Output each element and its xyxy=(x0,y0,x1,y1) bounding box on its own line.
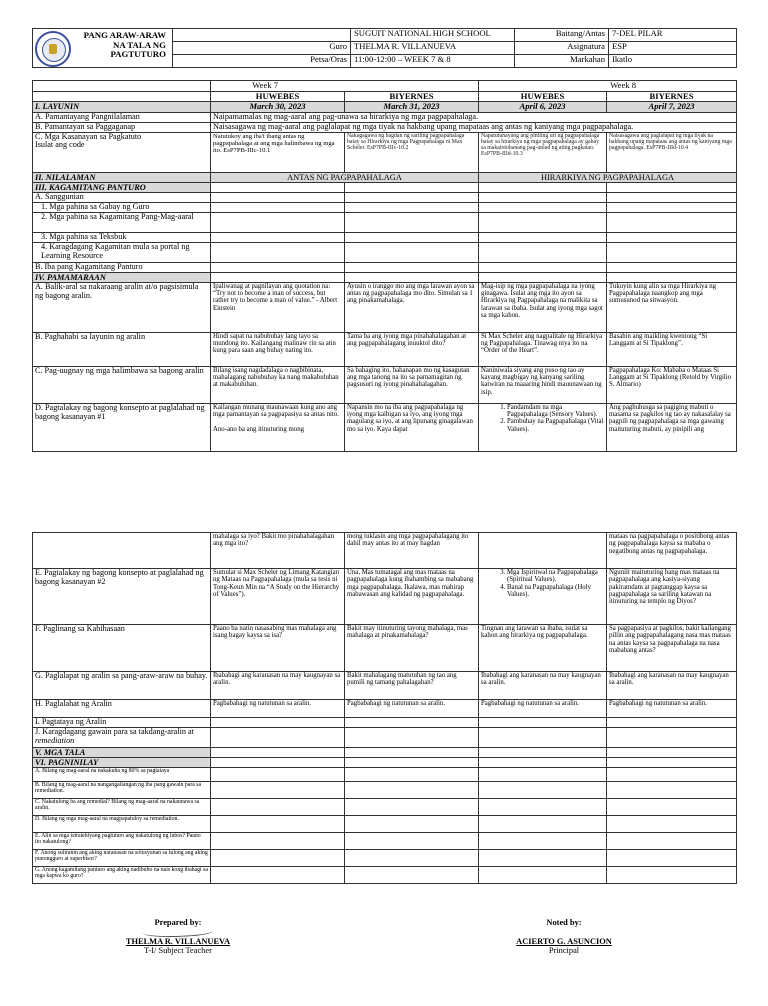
row-label: 4. Karagdagang Kagamitan mula sa portal ng Learning Resource xyxy=(33,242,211,262)
continued-cell xyxy=(479,533,607,569)
row-label: A. Sanggunian xyxy=(33,192,211,202)
school-name: SUGUIT NATIONAL HIGH SCHOOL xyxy=(351,29,515,42)
blank-cell xyxy=(345,799,479,816)
blank-cell xyxy=(479,182,607,192)
row-label: E. Pagtalakay ng bagong konsepto at paglalahad ng bagong kasanayan #2 xyxy=(33,569,211,625)
pag-uugnay-cell: Sa bahaging ito, hahanapan mo ng kasagutan ang mga tanong na ito sa pamamagitan ng pagsusuri ng iyong pinahahalagahan. xyxy=(345,366,479,403)
karagdagang-label: J. Karagdagang gawain para sa takdang-aralin at xyxy=(35,727,194,736)
kasanayan-cell: Nakagagawa ng hagdan ng sariling pagpapahalaga batay sa Hirarkiya ng mga Pagpapahalaga ni Max Scheler. EsP7PB-IIIc-10.2 xyxy=(345,132,479,172)
pagtalakay2-cell: Nguniit maituturing bang mas mataas na pagpapahalaga ang kasiya-siyang pakiramdam at pagtanggap kaysa sa pagpapahalaga sa sariling katawan na itinuturing na templo ng Diyos? xyxy=(607,569,737,625)
pagtalakay2-cell: Sumulat si Max Scheler ng Limang Katangian ng Mataas na Pagpapahalaga (mula sa tesis ni Tong-Keun Min na “A Study on the Hierarchy of Values”). xyxy=(211,569,345,625)
noted-by-label: Noted by: xyxy=(546,918,582,927)
blank-cell xyxy=(345,718,479,728)
petsa-label: Petsa/Oras xyxy=(173,55,351,68)
reflection-question: B. Bilang ng mag-aaral na nangangailangan ng iba pang gawain para sa remediation. xyxy=(33,782,211,799)
row-label: 2. Mga pahina sa Kagamitang Pang-Mag-aaral xyxy=(33,212,211,232)
date-header: April 7, 2023 xyxy=(607,102,737,112)
guro-label: Guro xyxy=(173,42,351,55)
paglalapat-cell: Ibabahagi ang karanasan na may kaugnayan sa aralin. xyxy=(607,672,737,700)
reflection-question: A. Bilang ng mag-aaral na nakakuha ng 80% sa pagtataya xyxy=(33,768,211,782)
blank-cell xyxy=(211,192,345,202)
pagtalakay2-cell: Una, Mas tumatagal ang mas mataas na pagpapahalaga kung ihahambing sa mababang mga pagpapahalaga. Ikalawa, mas mahirap mabawasan ang kalidad ng pagpapahalaga. xyxy=(345,569,479,625)
blank-cell xyxy=(607,768,737,782)
blank-cell xyxy=(607,182,737,192)
week-8-header: Week 8 xyxy=(479,81,737,92)
blank-cell xyxy=(479,202,607,212)
blank-cell xyxy=(345,758,479,768)
balik-aral-cell: Ayusin o iranggo mo ang mga larawan ayon sa antas ng pagpapahalaga mo dito. Simulan sa 1 ang pinakamahalaga. xyxy=(345,282,479,332)
blank-cell xyxy=(211,782,345,799)
pag-uugnay-cell: Naniniwala siyang ang puso ng tao ay kayang magbigay ng kanyang sariling katwiran na maaaring hindi mauunawaan ng isip. xyxy=(479,366,607,403)
pag-uugnay-cell: Pagpapahalaga Ko: Mababa o Mataas Si Langgam at Si Tipaklong (Retold by Virgilio S. Almario) xyxy=(607,366,737,403)
prepared-by-label: Prepared by: xyxy=(154,918,202,927)
blank-cell xyxy=(607,850,737,867)
blank-cell xyxy=(345,833,479,850)
markahan-value: Ikatlo xyxy=(609,55,737,68)
pagtalakay1-cell: Napansin mo na iba ang pagpapahalaga ng iyong mga kaibigan sa iyo, ang iyong mga magulang sa iyo, at ang lipunang ginagalawan mo sa iyo. Kaya dapat xyxy=(345,403,479,451)
blank-cell xyxy=(211,728,345,748)
blank-cell xyxy=(479,768,607,782)
kasanayan-cell: Naisasagawa ang paglalapat ng mga tiyak na hakbang upang mapataas ang antas ng kaniyang mga pagpapahalaga. EsP7PB-IIId-10.4 xyxy=(607,132,737,172)
continued-cell: mataas na pagpapahalaga o positibong antas ng pagpapahalaga kaysa sa mababa o negatibong antas ng pagpapahalaga. xyxy=(607,533,737,569)
blank-cell xyxy=(345,272,479,282)
continued-cell: mahalaga sa iyo? Bakit mo pinahahalagahan ang mga ito? xyxy=(211,533,345,569)
row-label: 1. Mga pahina sa Gabay ng Guro xyxy=(33,202,211,212)
blank-cell xyxy=(211,867,345,884)
nilalaman-week7: ANTAS NG PAGPAPAHALAGA xyxy=(211,172,479,182)
row-label: 3. Mga pahina sa Teksbuk xyxy=(33,232,211,242)
blank-cell xyxy=(479,758,607,768)
blank-cell xyxy=(607,799,737,816)
blank-cell xyxy=(345,192,479,202)
paglinang-cell: Bakit may itinuturing tayong mahalaga, mas mahalaga at pinakamahalaga? xyxy=(345,625,479,672)
pagtalakay2-cell xyxy=(479,569,607,625)
section-tala: V. MGA TALA xyxy=(33,748,211,758)
header-title xyxy=(72,31,172,60)
blank-cell xyxy=(607,718,737,728)
petsa-value: 11:00-12:00 – WEEK 7 & 8 xyxy=(351,55,515,68)
blank-cell xyxy=(211,748,345,758)
asignatura-value: ESP xyxy=(609,42,737,55)
signature-space xyxy=(494,927,634,937)
blank-cell xyxy=(607,272,737,282)
preparer-role: T-I/ Subject Teacher xyxy=(144,946,212,955)
row-label: C. Mga Kasanayan sa Pagkatuto Isulat ang code xyxy=(33,132,211,172)
blank-cell xyxy=(345,850,479,867)
blank-cell xyxy=(211,202,345,212)
blank-cell xyxy=(345,867,479,884)
blank-cell xyxy=(345,768,479,782)
row-label: G. Paglalapat ng aralin sa pang-araw-araw na buhay. xyxy=(33,672,211,700)
blank-cell xyxy=(479,728,607,748)
reflection-question: F. Anong suliranin ang aking naranasan na solusyunan sa tulong ang aking punongguro at superbisor? xyxy=(33,850,211,867)
blank-cell xyxy=(479,833,607,850)
section-pagninilay: VI. PAGNINILAY xyxy=(33,758,211,768)
blank-cell xyxy=(345,182,479,192)
paglinang-cell: Paano ba natin nasasabing mas mahalaga ang isang bagay kaysa sa isa? xyxy=(211,625,345,672)
blank-cell xyxy=(211,182,345,192)
row-label xyxy=(33,728,211,748)
baitang-label: Baitang/Antas xyxy=(515,29,609,42)
section-kagamitang: III. KAGAMITANG PANTURO xyxy=(33,182,211,192)
blank-cell xyxy=(211,833,345,850)
blank-cell xyxy=(345,262,479,272)
pagtalakay1-cell xyxy=(479,403,607,451)
list-item: 4. Banal na Pagpapahalaga (Holy Values). xyxy=(507,584,604,599)
blank-cell xyxy=(479,242,607,262)
pamantayan-sa-pagganap: Naisasagawa ng mag-aaral ang paglalapat ng mga tiyak na hakbang upang mapataas ang antas ng kaniyang mga pagpapahalaga. xyxy=(211,122,737,132)
kasanayan-cell: Natutukoy ang iba't ibang antas ng pagpapahalaga at ang mga halimbawa ng mga ito. EsP7PB-IIIc-10.1 xyxy=(211,132,345,172)
reflection-question: E. Alin sa mga istratehiyang pagtuturo ang nakatulong ng lubos? Paano ito nakatulong? xyxy=(33,833,211,850)
balik-aral-cell: Tukuyin kung alin sa mga Hirarkiya ng Pagpapahalaga naangkop ang mga sumusunod na sitwasyon. xyxy=(607,282,737,332)
row-label: B. Paghahabi sa layunin ng aralin xyxy=(33,332,211,366)
day-header: HUWEBES xyxy=(211,92,345,102)
day-header: HUWEBES xyxy=(479,92,607,102)
blank-cell xyxy=(607,242,737,262)
paglalahat-cell: Pagbabahagi ng natutunan sa aralin. xyxy=(479,700,607,718)
blank-cell xyxy=(345,232,479,242)
lesson-table-part2 xyxy=(32,532,737,884)
balik-aral-cell: Mag-isip ng mga pagpapahalaga na iyong ginagawa. Isulat ang mga ito ayon sa Hirarkiya ng Pagpapahalaga na malikita sa larawan sa ibaba. Isulat ang iyong mga sagot sa mga kahon. xyxy=(479,282,607,332)
value-list xyxy=(481,404,604,433)
paglalapat-cell: Ibabahagi ang karanasan na may kaugnayan sa aralin. xyxy=(479,672,607,700)
paghahabi-cell: Basahin ang maikling kwentong “Si Langgam at Si Tipaklong”. xyxy=(607,332,737,366)
pagtalakay1-cell: Kailangan munang maunawaan kung ano ang mga pamantayan sa pagpapasiya sa antas nito. Ano-ano ba ang itinuturing mong xyxy=(211,403,345,451)
paglalapat-cell: Ibabahagi ang karanasan na may kaugnayan sa aralin. xyxy=(211,672,345,700)
blank-cell xyxy=(211,850,345,867)
paglalapat-cell: Bakit mahalagang matutuhan ng tao ang pumili ng tamang pahalagahan? xyxy=(345,672,479,700)
date-header: March 30, 2023 xyxy=(211,102,345,112)
row-label: A. Balik-aral sa nakaraang aralin at/o pagsisimula ng bagong aralin. xyxy=(33,282,211,332)
paglinang-cell: Sa pagpapasiya at pagkilos, bakit kailangang piliin ang pagpapahalagang nasa mas mataas na antas kaysa sa pagpapahalaga na nasa mababang antas? xyxy=(607,625,737,672)
blank-cell xyxy=(607,212,737,232)
blank-cell xyxy=(607,782,737,799)
nilalaman-week8: HIRARKIYA NG PAGPAPAHALAGA xyxy=(479,172,737,182)
row-label: B. Pamantayan sa Paggaganap xyxy=(33,122,211,132)
row-label: I. Pagtataya ng Aralin xyxy=(33,718,211,728)
paghahabi-cell: Si Max Scheler ang nagpalitale ng Hirarkiya ng Pagpapahalaga. Tinawag niya ito na “Order of the Heart”. xyxy=(479,332,607,366)
blank-cell xyxy=(345,782,479,799)
blank-cell xyxy=(607,262,737,272)
day-header: BIYERNES xyxy=(345,92,479,102)
remediation-label: remediation xyxy=(35,735,75,745)
noter-name: ACIERTO G. ASUNCION xyxy=(516,937,612,946)
blank-cell xyxy=(211,242,345,262)
continued-cell: mong tuklasin ang mga pagpapahalagang ito dahil may antas ito at may hagdan xyxy=(345,533,479,569)
paglalahat-cell: Pagbabahagi ng natutunan sa aralin. xyxy=(345,700,479,718)
week-7-header: Week 7 xyxy=(211,81,479,92)
pag-uugnay-cell: Bilang isang nagdadalaga o nagbibinata, mahalagang nabubuhay ka nang makabuluhan at makabuluhan. xyxy=(211,366,345,403)
blank-cell xyxy=(479,799,607,816)
date-header: April 6, 2023 xyxy=(479,102,607,112)
noted-by-block xyxy=(494,918,634,955)
blank-cell xyxy=(607,728,737,748)
blank-cell xyxy=(211,272,345,282)
header-title-line: PAGTUTURO xyxy=(110,49,166,60)
pagtalakay1-cell: Ang paghuhusga sa pagiging mabuti o masama sa pagkilos ng tao ay nakasalalay sa pagpili ng pagpapahalaga sa mga gawaing maituturing mabuti, ay pinipili ang xyxy=(607,403,737,451)
pamantayang-pangnilalaman: Naipamamalas ng mag-aaral ang pag-unawa sa hirarkiya ng mga pagpapahalaga. xyxy=(211,112,737,122)
list-item: 3. Mga Ispiritwal na Pagpapahalaga (Spiritual Values). xyxy=(507,569,604,584)
blank-cell xyxy=(607,833,737,850)
blank-cell xyxy=(607,202,737,212)
header-table xyxy=(32,28,737,68)
blank-cell xyxy=(479,192,607,202)
deped-seal-logo xyxy=(35,31,71,67)
balik-aral-cell: Ipaliwanag at pagnilayan ang quotation na: “Try not to become a man of success, but rather try to become a man of value.” - Albert Einstein xyxy=(211,282,345,332)
paghahabi-cell: Tama ba ang iyong mga pinahahalagahan at ang pagpapahalagang inuuktol dito? xyxy=(345,332,479,366)
header-blank xyxy=(173,29,351,42)
blank-cell xyxy=(211,718,345,728)
section-layunin: I. LAYUNIN xyxy=(33,102,211,112)
blank-cell xyxy=(345,728,479,748)
section-nilalaman: II. NILALAMAN xyxy=(33,172,211,182)
kasanayan-cell: Napatutunayang ang piniling uri ng pagpapahalaga batay sa hirarkiya ng mga pagpapahalaga ay gabay sa makatotohanang pag-unlad ng ating pagkatao. EsP7PB-IIId-10.3 xyxy=(479,132,607,172)
blank-cell xyxy=(211,758,345,768)
blank-cell xyxy=(607,232,737,242)
blank-cell xyxy=(607,816,737,833)
reflection-question: C. Nakatulong ba ang remedial? Bilang ng mag-aaral na nakaunawa sa aralin. xyxy=(33,799,211,816)
blank-cell xyxy=(211,232,345,242)
baitang-value: 7-DEL PILAR xyxy=(609,29,737,42)
reflection-question: D. Bilang ng mga mag-aaral na magpapatuloy sa remediation. xyxy=(33,816,211,833)
section-pamamaraan: IV. PAMAMARAAN xyxy=(33,272,211,282)
blank-cell xyxy=(33,533,211,569)
blank-cell xyxy=(345,748,479,758)
paglalahat-cell: Pagbabahagi ng natutunan sa aralin. xyxy=(607,700,737,718)
list-item: 1. Pandamdam na mga Pagpapahalaga (Sensory Values). xyxy=(507,404,604,419)
header-brand-cell xyxy=(33,29,173,68)
blank-cell xyxy=(211,768,345,782)
blank-cell xyxy=(211,262,345,272)
day-header: BIYERNES xyxy=(607,92,737,102)
blank-cell xyxy=(479,748,607,758)
blank-cell xyxy=(211,212,345,232)
row-label: F. Paglinang sa Kabihasaan xyxy=(33,625,211,672)
blank-cell xyxy=(479,232,607,242)
preparer-name: THELMA R. VILLANUEVA xyxy=(125,937,231,946)
lesson-table-part1 xyxy=(32,80,737,452)
paglinang-cell: Tingnan ang larawan sa ibaba, isulat sa kahon ang hirarkiya ng pagpapahalaga. xyxy=(479,625,607,672)
row-label: B. Iba pang Kagamitang Panturo xyxy=(33,262,211,272)
blank-cell xyxy=(211,799,345,816)
row-label: D. Pagtalakay ng bagong konsepto at paglalahad ng bagong kasanayan #1 xyxy=(33,403,211,451)
asignatura-label: Asignatura xyxy=(515,42,609,55)
value-list xyxy=(481,569,604,598)
blank-cell xyxy=(607,748,737,758)
reflection-question: G. Anong kagamitang panturo ang aking nadibuho na nais kong ibahagi sa mga kapwa ko guro? xyxy=(33,867,211,884)
paglalahat-cell: Pagbabahagi ng natutunan sa aralin. xyxy=(211,700,345,718)
header-title-line: NA TALA NG xyxy=(113,39,166,50)
blank-cell xyxy=(33,81,211,92)
paghahabi-cell: Hindi sapat na nabubuhay lang tayo sa mundong ito. Kailangang malinaw rin sa atin kung para saan ang buhay nating ito. xyxy=(211,332,345,366)
date-header: March 31, 2023 xyxy=(345,102,479,112)
noter-role: Principal xyxy=(548,946,580,955)
blank-cell xyxy=(345,242,479,262)
blank-cell xyxy=(479,816,607,833)
row-label: A. Pamantayang Pangnilalaman xyxy=(33,112,211,122)
blank-cell xyxy=(479,272,607,282)
blank-cell xyxy=(607,867,737,884)
blank-cell xyxy=(479,718,607,728)
blank-cell xyxy=(479,262,607,272)
blank-cell xyxy=(479,867,607,884)
blank-cell xyxy=(345,816,479,833)
blank-cell xyxy=(479,850,607,867)
blank-cell xyxy=(479,212,607,232)
row-label: H. Paglalahat ng Aralin xyxy=(33,700,211,718)
blank-cell xyxy=(33,92,211,102)
blank-cell xyxy=(607,758,737,768)
blank-cell xyxy=(479,782,607,799)
blank-cell xyxy=(345,202,479,212)
header-title-line: PANG ARAW-ARAW xyxy=(83,30,166,40)
blank-cell xyxy=(345,212,479,232)
prepared-by-block xyxy=(108,918,248,955)
markahan-label: Markahan xyxy=(515,55,609,68)
row-label: C. Pag-uugnay ng mga halimbawa sa bagong aralin xyxy=(33,366,211,403)
guro-value: THELMA R. VILLANUEVA xyxy=(351,42,515,55)
blank-cell xyxy=(607,192,737,202)
blank-cell xyxy=(211,816,345,833)
list-item: 2. Pambuhay na Pagpapahalaga (Vital Values). xyxy=(507,418,604,433)
